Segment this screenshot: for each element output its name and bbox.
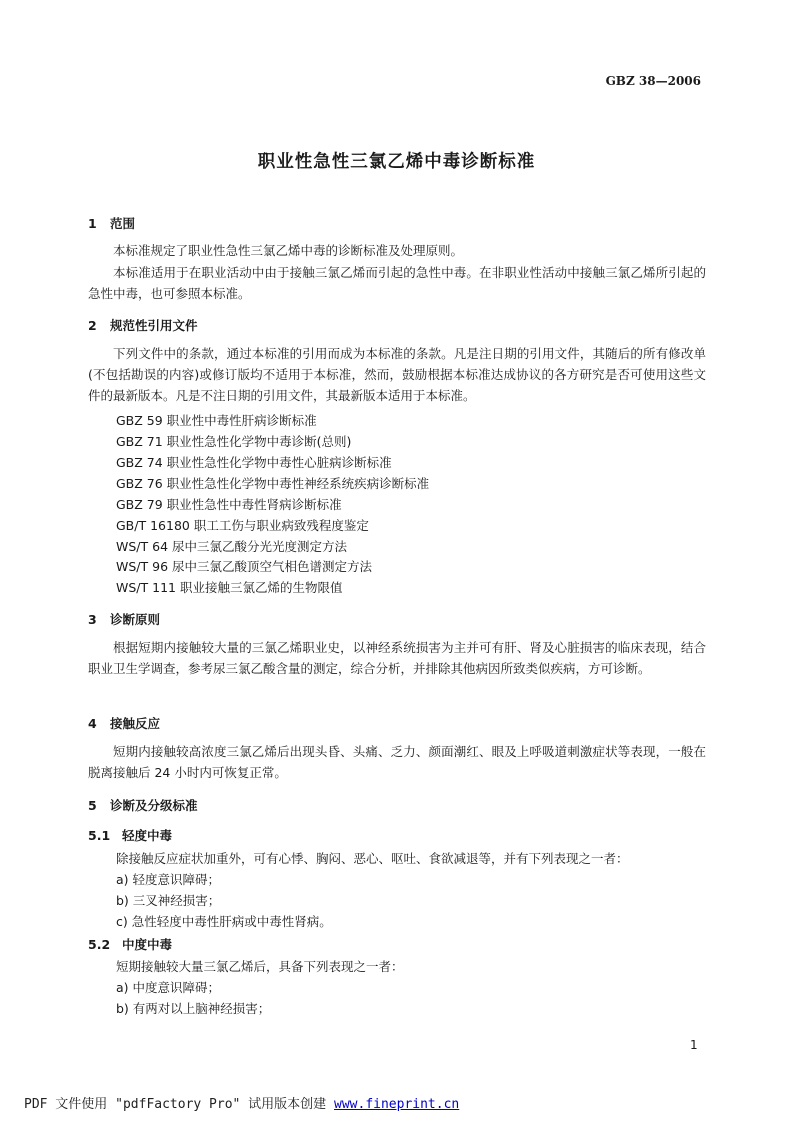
list-item: a) 中度意识障碍； xyxy=(116,980,221,995)
paragraph: 本标准规定了职业性急性三氯乙烯中毒的诊断标准及处理原则。 xyxy=(113,243,464,258)
subsection-5-1-heading xyxy=(88,826,172,844)
list-item: b) 三叉神经损害； xyxy=(116,893,221,908)
subsection-intro: 短期接触较大量三氯乙烯后，具备下列表现之一者： xyxy=(116,959,404,974)
section-number: 3 xyxy=(88,612,97,627)
section-2-heading xyxy=(88,316,198,334)
section-3-heading xyxy=(88,610,160,628)
reference-item: GBZ 76 职业性急性化学物中毒性神经系统疾病诊断标准 xyxy=(116,476,430,491)
standard-code: GBZ 38—2006 xyxy=(605,74,701,88)
section-title: 诊断原则 xyxy=(110,612,161,627)
section-title: 接触反应 xyxy=(110,716,161,731)
section-5-heading xyxy=(88,796,198,814)
section-number: 1 xyxy=(88,216,97,231)
section-title: 诊断及分级标准 xyxy=(110,798,198,813)
document-title: 职业性急性三氯乙烯中毒诊断标准 xyxy=(257,152,536,172)
reference-item: GBZ 71 职业性急性化学物中毒诊断(总则) xyxy=(116,434,352,449)
reference-item: GBZ 79 职业性急性中毒性肾病诊断标准 xyxy=(116,497,342,512)
list-item: c) 急性轻度中毒性肝病或中毒性肾病。 xyxy=(116,914,332,929)
section-4-heading xyxy=(88,714,160,732)
fineprint-link[interactable]: www.fineprint.cn xyxy=(334,1097,460,1112)
paragraph: 本标准适用于在职业活动中由于接触三氯乙烯而引起的急性中毒。在非职业性活动中接触三氯乙烯所引起的急性中毒，也可参照本标准。 xyxy=(88,265,706,301)
subsection-title: 轻度中毒 xyxy=(122,828,173,843)
list-item: b) 有两对以上脑神经损害； xyxy=(116,1001,271,1016)
reference-item: GBZ 74 职业性急性化学物中毒性心脏病诊断标准 xyxy=(116,455,392,470)
footer-text: PDF 文件使用 "pdfFactory Pro" 试用版本创建 xyxy=(24,1097,335,1112)
page-number: 1 xyxy=(690,1038,698,1052)
section-number: 4 xyxy=(88,716,97,731)
reference-item: WS/T 111 职业接触三氯乙烯的生物限值 xyxy=(116,580,343,595)
subsection-5-2-heading xyxy=(88,935,172,953)
reference-item: GBZ 59 职业性中毒性肝病诊断标准 xyxy=(116,413,317,428)
subsection-number: 5.1 xyxy=(88,828,111,843)
paragraph: 短期内接触较高浓度三氯乙烯后出现头昏、头痛、乏力、颜面潮红、眼及上呼吸道刺激症状等表现，一般在脱离接触后 24 小时内可恢复正常。 xyxy=(88,744,706,780)
subsection-title: 中度中毒 xyxy=(122,937,173,952)
section-number: 5 xyxy=(88,798,97,813)
subsection-number: 5.2 xyxy=(88,937,111,952)
reference-item: WS/T 64 尿中三氯乙酸分光光度测定方法 xyxy=(116,539,347,554)
pdf-footer xyxy=(24,1093,459,1112)
paragraph: 根据短期内接触较大量的三氯乙烯职业史，以神经系统损害为主并可有肝、肾及心脏损害的临床表现，结合职业卫生学调查，参考尿三氯乙酸含量的测定，综合分析，并排除其他病因所致类似疾病，方可诊断。 xyxy=(88,640,706,676)
section-number: 2 xyxy=(88,318,97,333)
paragraph: 下列文件中的条款，通过本标准的引用而成为本标准的条款。凡是注日期的引用文件，其随后的所有修改单(不包括勘误的内容)或修订版均不适用于本标准，然而，鼓励根据本标准达成协议的各方研究是否可使用这些文件的最新版本。凡是不注日期的引用文件，其最新版本适用于本标准。 xyxy=(88,346,706,403)
list-item: a) 轻度意识障碍； xyxy=(116,872,221,887)
reference-item: WS/T 96 尿中三氯乙酸顶空气相色谱测定方法 xyxy=(116,559,372,574)
section-title: 规范性引用文件 xyxy=(110,318,198,333)
section-title: 范围 xyxy=(110,216,136,231)
section-1-heading xyxy=(88,214,135,232)
reference-item: GB/T 16180 职工工伤与职业病致残程度鉴定 xyxy=(116,518,369,533)
subsection-intro: 除接触反应症状加重外，可有心悸、胸闷、恶心、呕吐、食欲减退等，并有下列表现之一者： xyxy=(116,851,629,866)
